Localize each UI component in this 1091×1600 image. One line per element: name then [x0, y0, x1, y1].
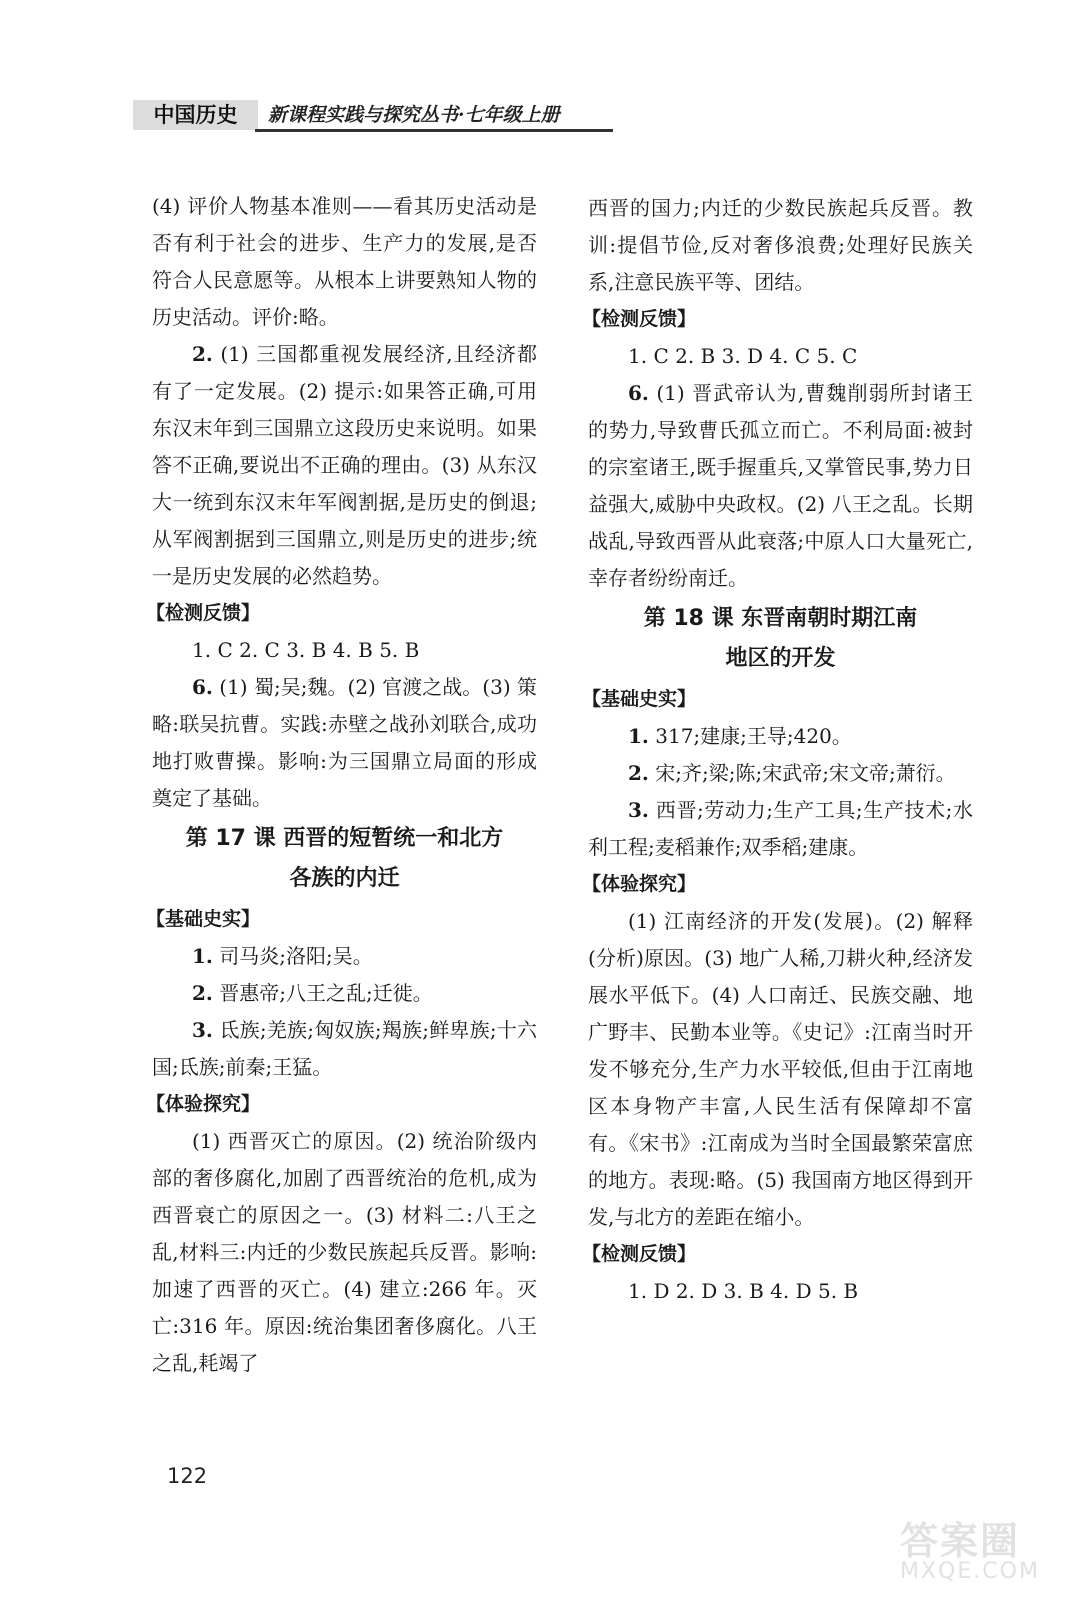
paragraph-text: 1. C 2. C 3. B 4. B 5. B: [192, 638, 420, 662]
item-number: 3.: [192, 1018, 213, 1042]
paragraph-text: (1) 江南经济的开发(发展)。(2) 解释(分析)原因。(3) 地广人稀,刀耕火种,经济发展水平低下。(4) 人口南迁、民族交融、地广野丰、民勤本业等。《史记》:江南当时开发不够充分,生产力水平较低,但由于江南地区本身物产丰富,人民生活有保障却不富有。《宋书》:江南成为当时全国最繁荣富庶的地方。表现:略。(5) 我国南方地区得到开发,与北方的差距在缩小。: [588, 909, 973, 1229]
answer-paragraph: [588, 338, 973, 375]
subject-label: 中国历史: [133, 100, 258, 130]
section-heading: [582, 301, 973, 338]
lesson-heading-line1: 第 18 课 东晋南朝时期江南: [643, 606, 918, 631]
paragraph-text: 【基础史实】: [146, 908, 261, 930]
answer-paragraph: [588, 718, 973, 755]
answer-paragraph: [152, 1012, 537, 1086]
paragraph-text: (1) 蜀;吴;魏。(2) 官渡之战。(3) 策略:联吴抗曹。实践:赤壁之战孙刘联合,成功地打败曹操。影响:为三国鼎立局面的形成奠定了基础。: [152, 675, 537, 810]
watermark-top: 答案圈: [900, 1519, 1021, 1563]
right-column: [582, 190, 974, 1310]
item-number: 3.: [628, 798, 649, 822]
paragraph-text: 晋惠帝;八王之乱;迁徙。: [219, 981, 433, 1005]
answer-paragraph: [588, 755, 973, 792]
lesson-heading-line1: 第 17 课 西晋的短暂统一和北方: [185, 826, 504, 851]
lesson-heading-line2: 各族的内迁: [289, 866, 400, 891]
item-number: 1.: [192, 944, 213, 968]
answer-paragraph: [588, 375, 973, 597]
paragraph-text: 【检测反馈】: [146, 602, 261, 624]
paragraph-text: 司马炎;洛阳;吴。: [219, 944, 373, 968]
section-heading: [146, 901, 537, 938]
paragraph-text: 西晋;劳动力;生产工具;生产技术;水利工程;麦稻兼作;双季稻;建康。: [588, 798, 974, 859]
section-heading: [146, 1086, 537, 1123]
paragraph-text: 【基础史实】: [582, 688, 697, 710]
answer-paragraph: [152, 975, 537, 1012]
lesson-heading-line2: 地区的开发: [725, 646, 836, 671]
section-heading: [582, 1236, 973, 1273]
answer-paragraph: [588, 1273, 973, 1310]
answer-paragraph: [152, 1123, 537, 1382]
lesson-heading: [152, 819, 537, 899]
section-heading: [146, 595, 537, 632]
item-number: 6.: [192, 675, 213, 699]
watermark-bottom: MXQE.COM: [900, 1559, 1040, 1584]
paragraph-text: (1) 西晋灭亡的原因。(2) 统治阶级内部的奢侈腐化,加剧了西晋统治的危机,成为西晋衰亡的原因之一。(3) 材料二:八王之乱,材料三:内迁的少数民族起兵反晋。影响:加速了西晋的灭亡。(4) 建立:266 年。灭亡:316 年。原因:统治集团奢侈腐化。八王之乱,耗竭了: [152, 1129, 537, 1375]
section-heading: [582, 681, 973, 718]
series-title: 新课程实践与探究丛书·七年级上册: [268, 104, 560, 126]
paragraph-text: (4) 评价人物基本准则——看其历史活动是否有利于社会的进步、生产力的发展,是否符合人民意愿等。从根本上讲要熟知人物的历史活动。评价:略。: [152, 194, 537, 329]
paragraph-text: 【体验探究】: [582, 873, 697, 895]
paragraph-text: 1. C 2. B 3. D 4. C 5. C: [628, 344, 858, 368]
answer-paragraph: [588, 792, 973, 866]
item-number: 2.: [192, 342, 213, 366]
left-column: [146, 188, 538, 1382]
answer-paragraph: [588, 190, 973, 301]
item-number: 2.: [192, 981, 213, 1005]
paragraph-text: (1) 三国都重视发展经济,且经济都有了一定发展。(2) 提示:如果答正确,可用东汉末年到三国鼎立这段历史来说明。如果答不正确,要说出不正确的理由。(3) 从东汉大一统到东汉末年军阀割据,是历史的倒退;从军阀割据到三国鼎立,则是历史的进步;统一是历史发展的必然趋势。: [152, 342, 538, 588]
paragraph-text: 西晋的国力;内迁的少数民族起兵反晋。教训:提倡节俭,反对奢侈浪费;处理好民族关系,注意民族平等、团结。: [588, 196, 973, 294]
header-rule: [255, 129, 613, 132]
watermark-logo: [900, 1510, 1060, 1588]
paragraph-text: 317;建康;王导;420。: [655, 724, 852, 748]
paragraph-text: 【体验探究】: [146, 1093, 261, 1115]
section-heading: [582, 866, 973, 903]
paragraph-text: 氐族;羌族;匈奴族;羯族;鲜卑族;十六国;氐族;前秦;王猛。: [152, 1018, 537, 1079]
answer-paragraph: [152, 669, 537, 817]
page-number: 122: [167, 1464, 208, 1488]
answer-paragraph: [152, 188, 537, 336]
answer-paragraph: [152, 336, 537, 595]
item-number: 1.: [628, 724, 649, 748]
answer-paragraph: [152, 938, 537, 975]
paragraph-text: 1. D 2. D 3. B 4. D 5. B: [628, 1279, 859, 1303]
paragraph-text: (1) 晋武帝认为,曹魏削弱所封诸王的势力,导致曹氏孤立而亡。不利局面:被封的宗室诸王,既手握重兵,又掌管民事,势力日益强大,威胁中央政权。(2) 八王之乱。长期战乱,导致西晋从此衰落;中原人口大量死亡,幸存者纷纷南迁。: [588, 381, 974, 590]
lesson-heading: [588, 599, 973, 679]
paragraph-text: 【检测反馈】: [582, 1243, 697, 1265]
item-number: 2.: [628, 761, 649, 785]
paragraph-text: 宋;齐;梁;陈;宋武帝;宋文帝;萧衍。: [655, 761, 956, 785]
paragraph-text: 【检测反馈】: [582, 308, 697, 330]
item-number: 6.: [628, 381, 649, 405]
answer-paragraph: [588, 903, 973, 1236]
answer-paragraph: [152, 632, 537, 669]
running-header: [133, 100, 613, 134]
